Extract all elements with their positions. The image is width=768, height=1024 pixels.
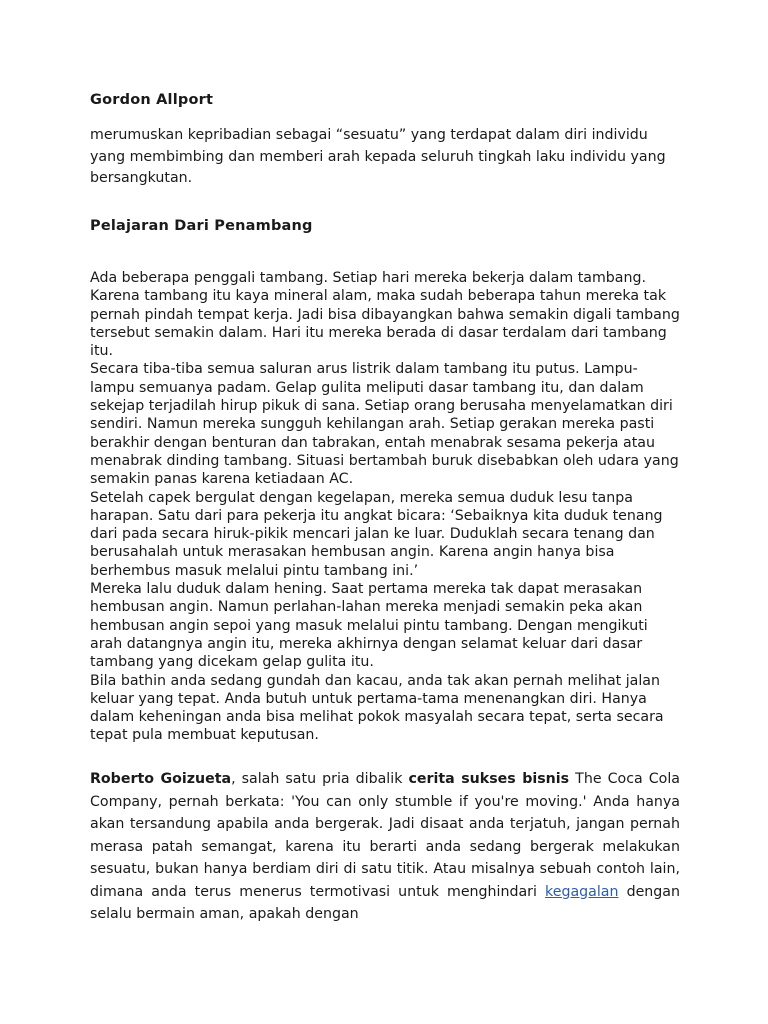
story-paragraph-2: Secara tiba-tiba semua saluran arus listrik dalam tambang itu putus. Lampu-lampu semuanya padam. Gelap gulita meliputi dasar tambang itu, dan dalam sekejap terjadilah hirup pikuk di sana. Setiap orang berusaha menyelamatkan diri sendiri. Namun mereka sungguh kehilangan arah. Setiap gerakan mereka pasti berakhir dengan benturan dan tabrakan, entah menabrak sesama pekerja atau menabrak dinding tambang. Situasi bertambah buruk disebabkan oleh udara yang semakin panas karena ketiadaan AC. (90, 361, 679, 488)
allport-definition (90, 125, 680, 190)
goizueta-name: Roberto Goizueta (90, 771, 232, 787)
bold-phrase: cerita sukses bisnis (408, 771, 570, 787)
story-paragraph-1: Ada beberapa penggali tambang. Setiap hari mereka bekerja dalam tambang. Karena tambang itu kaya mineral alam, maka sudah beberapa tahun mereka tak pernah pindah tempat kerja. Jadi bisa dibayangkan bahwa semakin digali tambang tersebut semakin dalam. Hari itu mereka berada di dasar terdalam dari tambang itu. (90, 270, 680, 360)
goizueta-text-part-3: dengan selalu bermain aman, apakah dengan (90, 883, 680, 922)
kegagalan-link[interactable]: kegagalan (545, 883, 619, 900)
allport-definition-text: merumuskan kepribadian sebagai “sesuatu” yang terdapat dalam diri individu yang membimbing dan memberi arah kepada seluruh tingkah laku individu yang bersangkutan. (90, 127, 666, 186)
story-body (90, 269, 680, 745)
story-paragraph-3: Setelah capek bergulat dengan kegelapan, mereka semua duduk lesu tanpa harapan. Satu dari para pekerja itu angkat bicara: ‘Sebaiknya kita duduk tenang dari pada secara hiruk-pikik mencari jalan ke luar. Duduklah secara tenang dan berusahalah untuk merasakan hembusan angin. Karena angin hanya bisa berhembus masuk melalui pintu tambang ini.’ (90, 489, 663, 579)
story-paragraph-5: Bila bathin anda sedang gundah dan kacau, anda tak akan pernah melihat jalan keluar yang tepat. Anda butuh untuk pertama-tama menenangkan diri. Hanya dalam keheningan anda bisa melihat pokok masyalah secara tepat, serta secara tepat pula membuat keputusan. (90, 672, 664, 744)
heading-gordon-allport: Gordon Allport (90, 92, 214, 108)
goizueta-paragraph (90, 768, 680, 926)
goizueta-text-part-1: , salah satu pria dibalik (231, 771, 409, 787)
goizueta-text-part-2: The Coca Cola Company, pernah berkata: 'You can only stumble if you're moving.' Anda hanya akan tersandung apabila anda bergerak. Jadi disaat anda terjatuh, jangan pernah merasa patah semangat, karena itu berarti anda sedang bergerak melakukan sesuatu, bukan hanya berdiam diri di satu titik. Atau misalnya sebuah contoh lain, dimana anda terus menerus termotivasi untuk menghindari (90, 771, 680, 900)
goizueta-text (90, 768, 680, 926)
story-paragraph-4: Mereka lalu duduk dalam hening. Saat pertama mereka tak dapat merasakan hembusan angin. Namun perlahan-lahan mereka menjadi semakin peka akan hembusan angin sepoi yang masuk melalui pintu tambang. Dengan mengikuti arah datangnya angin itu, mereka akhirnya dengan selamat keluar dari dasar tambang yang dicekam gelap gulita itu. (90, 581, 648, 671)
heading-pelajaran-dari-penambang: Pelajaran Dari Penambang (90, 218, 313, 234)
